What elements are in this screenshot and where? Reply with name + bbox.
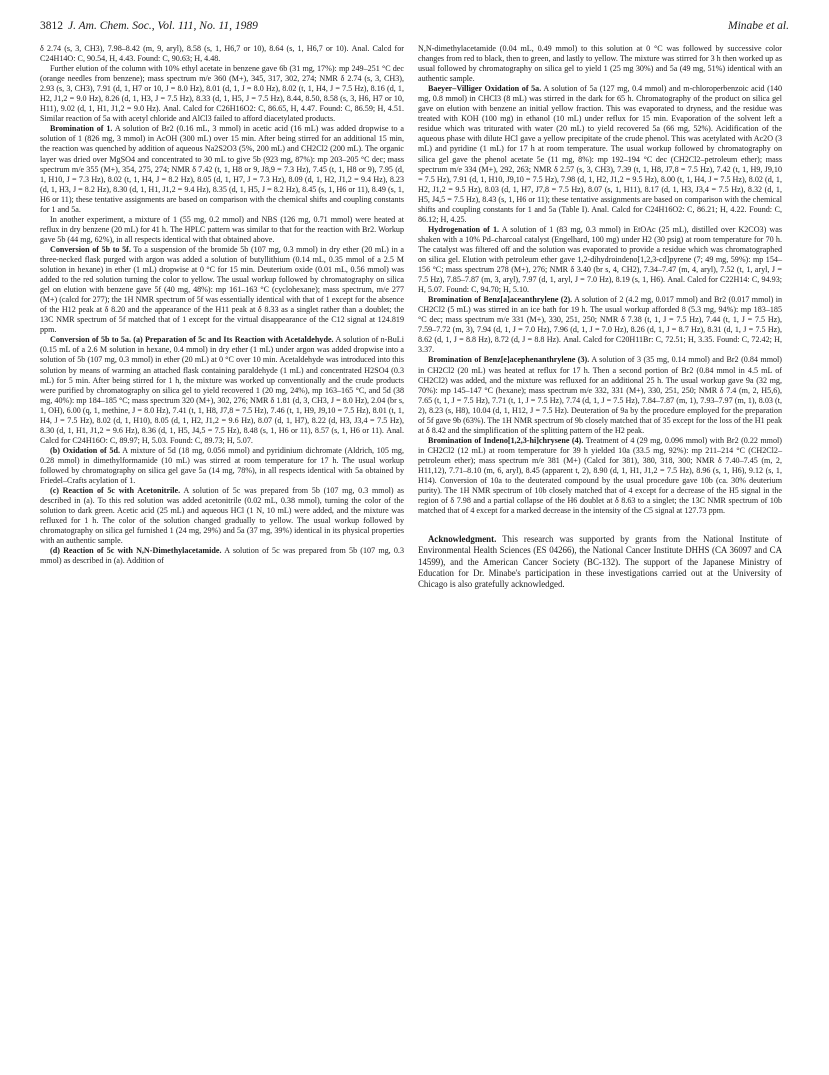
- body-paragraph: [40, 245, 404, 335]
- paragraph-text: A solution of 5c was prepared from 5b (107 mg, 0.3 mmol) as described in (a). To this red solution was added acetonitrile (0.02 mL, 0.38 mmol), turning the color of the solution to dark green. Acetic acid (25 mL) and aqueous HCl (1 N, 10 mL) were added, and the mixture was refluxed for 1 h. The color of the solution changed gradually to yellow. The usual workup followed by chromatography on silica gel furnished 1 (24 mg, 29%) and 5a (37 mg, 39%) identical in its physical properties with an authentic sample.: [40, 486, 404, 546]
- paragraph-run-in-heading: Conversion of 5b to 5a. (a) Preparation of 5c and Its Reaction with Acetaldehyde.: [50, 335, 334, 345]
- running-authors: Minabe et al.: [728, 20, 789, 32]
- paragraph-run-in-heading: (b) Oxidation of 5d.: [50, 445, 120, 455]
- paragraph-run-in-heading: Bromination of Indeno[1,2,3-hi]chrysene (4).: [428, 435, 584, 445]
- left-text-column: [40, 44, 404, 566]
- paragraph-run-in-heading: (c) Reaction of 5c with Acetonitrile.: [50, 486, 181, 496]
- paragraph-run-in-heading: Hydrogenation of 1.: [428, 224, 500, 234]
- paragraph-text: A solution of 5c was prepared from 5b (107 mg, 0.3 mmol) as described in (a). Addition of: [40, 546, 405, 566]
- paragraph-text: In another experiment, a mixture of 1 (55 mg, 0.2 mmol) and NBS (126 mg, 0.71 mmol) were heated at reflux in dry benzene (20 mL) for 41 h. The HPLC pattern was similar to that for the reaction with Br2. Workup gave 5b (44 mg, 62%), in all respects identical with that obtained above.: [40, 214, 404, 244]
- paragraph-run-in-heading: Baeyer–Villiger Oxidation of 5a.: [428, 84, 542, 94]
- paragraph-text: A solution of 1 (83 mg, 0.3 mmol) in EtOAc (25 mL), distilled over K2CO3) was shaken with a 10% Pd–charcoal catalyst (Engelhard, 100 mg) under H2 (30 psig) at room temperature for 70 h. The catalyst was filtered off and the solution was evaporated to provide a residue which was chromatographed on silica gel. Elution with petroleum ether gave 1,2-dihydroindeno[1,2,3-cd]pyrene (7; 49 mg, 59%): mp 154–156 °C; mass spectrum 278 (M+), 276; NMR δ 3.40 (br s, 4, CH2), 7.34–7.47 (m, 4, aryl), 7.52 (t, 1, aryl, J = 7.5 Hz), 7.85–7.87 (m, 3, aryl), 7.97 (d, 1, aryl, J = 7.0 Hz), 8.19 (s, 1, H6). Anal. Calcd for C22H14: C, 94.93; H, 5.07. Found: C, 94.70; H, 5.10.: [418, 224, 782, 295]
- paragraph-text: A solution of n-BuLi (0.15 mL of a 2.6 M solution in hexane, 0.4 mmol) in dry ether (1 mL) under argon was added dropwise into a solution of 5b (107 mg, 0.3 mmol) in ether (20 mL) at 0 °C over 10 min. Acetaldehyde was introduced into this solution by means of warming an attached flask containing paraldehyde (1 mL) and concentrated H2SO4 (0.3 mL) for 5 min. After being stirred for 1 h, the mixture was worked up conventionally and the crude products were purified by chromatography on silica gel to yield recovered 1 (20 mg, 24%), mp 163–165 °C, and 5d (38 mg, 40%): mp 184–185 °C; mass spectrum 320 (M+), 302, 276; NMR δ 1.81 (d, 3, CH3, J = 8.0 Hz), 2.04 (br s, 1, OH), 6.00 (q, 1, methine, J = 8.0 Hz), 7.41 (t, 1, H8, J7,8 = 7.5 Hz), 7.46 (t, 1, H9, J9,10 = 7.5 Hz), 8.01 (t, 1, H4, J = 7.5 Hz), 8.02 (d, 1, H10), 8.05 (d, 1, H2, J1,2 = 9.6 Hz), 8.07 (d, 1, H7), 8.22 (d, H3, J3,4 = 7.5 Hz), 8.30 (d, 1, H1, J1,2 = 9.6 Hz), 8.36 (d, 1, H5, J4,5 = 7.5 Hz), 8.48 (s, 1, H6 or 11), 8.57 (s, 1, H6 or 11). Anal. Calcd for C24H16O: C, 89.97; H, 5.03. Found: C, 89.73; H, 5.07.: [40, 335, 404, 445]
- paragraph-run-in-heading: Conversion of 5b to 5f.: [50, 244, 131, 254]
- body-paragraph: [40, 335, 404, 446]
- body-paragraph: [418, 436, 782, 516]
- body-paragraph: [418, 355, 782, 435]
- paragraph-text: N,N-dimethylacetamide (0.04 mL, 0.49 mmol) to this solution at 0 °C was followed by successive color changes from red to black, then to green, and lastly to yellow. The mixture was stirred for 3 h then worked up as usual followed by chromatography on silica gel to yield 1 (25 mg 30%) and 5a (49 mg, 51%) identical with an authentic sample.: [418, 44, 782, 84]
- paragraph-text: A solution of 5a (127 mg, 0.4 mmol) and m-chloroperbenzoic acid (140 mg, 0.8 mmol) in CHCl3 (8 mL) was stirred in the dark for 65 h. Chromatography of the product on silica gel gave on elution with benzene an initial yellow fraction. This was evaporated to dryness, and the residue was treated with KOH (100 mg) in ethanol (10 mL) under reflux for 15 min. Evaporation of the solvent left a residue which was triturated with water (20 mL) to yield recovered 5a (66 mg, 52%). Acidification of the aqueous phase with dilute HCl gave a yellow precipitate of the crude phenol. This was acetylated with Ac2O (3 mL) and pyridine (1 mL) for 17 h at room temperature. The usual workup followed by chromatography on silica gel gave the phenol acetate 5e (11 mg, 8%): mp 192–194 °C dec (CH2Cl2–petroleum ether); mass spectrum m/e 334 (M+), 292, 263; NMR δ 2.57 (s, 3, CH3), 7.39 (t, 1, H8, J7,8 = 7.5 Hz), 7.42 (t, 1, H9, J9,10 = 7.5 Hz), 7.91 (d, 1, H10, J9,10 = 7.5 Hz), 7.98 (d, 1, H2, J1,2 = 9.5 Hz), 8.00 (t, 1, H4, J = 7.5 Hz), 8.02 (d, 1, H2, J1,2 = 9.5 Hz), 8.03 (d, 1, H7, J7,8 = 7.5 Hz), 8.07 (s, 1, H11), 8.17 (d, 1, H3, J3,4 = 7.5 Hz), 8.32 (d, 1, H5, J4,5 = 7.5 Hz), 8.43 (s, 1, H6 or 11); these tentative assignments are based on comparison with the chemical shifts and coupling constants for 1 and 5a (Table I). Anal. Calcd for C24H16O2: C, 86.21; H, 4.22. Found: C, 86.12; H, 4.25.: [418, 84, 782, 224]
- body-paragraph: [40, 215, 404, 245]
- body-paragraph: [418, 295, 782, 355]
- paragraph-run-in-heading: (d) Reaction of 5c with N,N-Dimethylacetamide.: [50, 546, 222, 556]
- paragraph-text: Treatment of 4 (29 mg, 0.096 mmol) with Br2 (0.22 mmol) in CH2Cl2 (12 mL) at room temperature for 39 h yielded 10a (33.5 mg, 92%): mp 211–214 °C (CH2Cl2–petroleum ether); mass spectrum m/e 381 (M+) (Calcd for 381), 380, 318, 300; NMR δ 7.40–7.45 (m, 2, H11,12), 7.71–8.10 (m, 6, aryl), 8.45 (apparent t, 2), 8.90 (d, 1, H1, J1,2 = 7.5 Hz), 8.96 (s, 1, H6), 9.12 (s, 1, H14). Conversion of 10a to the deuterated compound by the usual procedure gave 10b (ca. 30% deuterium purity). The 1H NMR spectrum of 10b closely matched that of 4 except for a decrease of the H5 signal in the region of δ 7.98 and a partial collapse of the H6 doublet at δ 8.63 to a singlet; the 13C NMR spectrum of 10b matched that of 4 except for a marked decrease in the intensity of the C5 signal at 127.73 ppm.: [418, 435, 782, 516]
- acknowledgment-paragraph: [418, 534, 782, 590]
- page-number: 3812: [40, 20, 63, 32]
- paragraph-text: A solution of Br2 (0.16 mL, 3 mmol) in acetic acid (16 mL) was added dropwise to a solution of 1 (826 mg, 3 mmol) in AcOH (300 mL) over 15 min. After being stirred for an additional 15 min, the reaction was quenched by addition of aqueous Na2S2O3 (5%, 200 mL) and CH2Cl2 (200 mL). The organic layer was dried over MgSO4 and concentrated to 30 mL to give 5b (923 mg, 87%): mp 203–205 °C dec; mass spectrum m/e 355 (M+), 354, 275, 274; NMR δ 7.42 (t, 1, H8 or 9, J8,9 = 7.3 Hz), 7.45 (t, 1, H8 or 9), 7.95 (d, 1, H10, J = 7.3 Hz), 8.02 (t, 1, H4, J = 8.2 Hz), 8.05 (d, 1, H7, J = 7.3 Hz), 8.09 (d, 1, H2, J1,2 = 9.4 Hz), 8.23 (d, 1, H3, J = 8.2 Hz), 8.30 (d, 1, H1, J1,2 = 9.4 Hz), 8.35 (d, 1, H5, J = 8.2 Hz), 8.45 (s, 1, H6 or 11), 8.49 (s, 1, H6 or 11); these tentative assignments are based on comparison with the chemical shifts and coupling constants for 1 and 5a.: [40, 124, 404, 214]
- paragraph-run-in-heading: Acknowledgment.: [428, 534, 497, 545]
- body-paragraph: [418, 225, 782, 295]
- body-paragraph: [40, 44, 404, 64]
- body-paragraph: [40, 546, 404, 566]
- body-paragraph: [40, 486, 404, 546]
- paragraph-text: δ 2.74 (s, 3, CH3), 7.98–8.42 (m, 9, aryl), 8.58 (s, 1, H6,7 or 10), 8.64 (s, 1, H6,7 or 10). Anal. Calcd for C24H14O: C, 90.54, H, 4.43. Found: C, 90.63; H, 4.48.: [40, 44, 404, 64]
- paragraph-run-in-heading: Bromination of Benz[a]aceanthrylene (2).: [428, 295, 573, 305]
- page-header: [40, 20, 789, 38]
- body-paragraph: [40, 64, 404, 124]
- body-paragraph: [40, 124, 404, 214]
- body-paragraph: [40, 446, 404, 486]
- paragraph-run-in-heading: Bromination of Benz[e]acephenanthrylene (3).: [428, 355, 590, 365]
- body-paragraph: [418, 44, 782, 84]
- body-paragraph: [418, 84, 782, 225]
- right-text-column: [418, 44, 782, 590]
- paragraph-text: A solution of 3 (35 mg, 0.14 mmol) and Br2 (0.84 mmol) in CH2Cl2 (20 mL) was heated at reflux for 17 h. Then a second portion of Br2 (0.84 mmol in 4.5 mL of CH2Cl2) was added, and the mixture was refluxed for an additional 25 h. The usual workup gave 9a (32 mg, 70%): mp 145–147 °C (hexane); mass spectrum m/e 332, 331 (M+), 330, 251, 250; NMR δ 7.4 (m, 2, H5,6), 7.65 (t, 1, J = 7.5 Hz), 7.71 (t, 1, J = 7.5 Hz), 7.74 (d, 1, J = 7.5 Hz), 7.84–7.87 (m, 1), 7.93–7.97 (m, 1), 8.03 (t, 2), 8.23 (s, H8), 10.04 (d, 1, H12, J = 7.5 Hz). Deuteration of 9a by the procedure employed for the preparation of 5f gave 9b (63%). The 1H NMR spectrum of 9b closely matched that of 35 except for the loss of the H1 peak at δ 8.42 and the simplification of the splitting pattern of the H2 peak.: [418, 355, 782, 435]
- paragraph-text: To a suspension of the bromide 5b (107 mg, 0.3 mmol) in dry ether (20 mL) in a three-necked flask purged with argon was added a solution of butyllithium (0.14 mL, 0.35 mmol of a 2.5 M solution in hexane) in ether (1 mL) dropwise at 0 °C for 15 min. Deuterium oxide (0.01 mL, 0.56 mmol) was added to the red solution turning the color to yellow. The usual workup followed by chromatography on silica gel on elution with benzene gave 5f (40 mg, 48%): mp 161–163 °C (cyclohexane); mass spectrum, m/e 277 (M+) (calcd for 277); the 1H NMR spectrum of 5f was essentially identical with that of 1 except for the absence of the H12 peak at δ 8.20 and the appearance of the H11 peak at δ 8.33 as a singlet rather than a doublet; the 13C NMR spectrum of 5f matched that of 1 except for the virtual disappearance of the C12 signal at 124.819 ppm.: [40, 244, 404, 335]
- journal-citation: J. Am. Chem. Soc., Vol. 111, No. 11, 1989: [68, 20, 258, 32]
- paragraph-text: A solution of 2 (4.2 mg, 0.017 mmol) and Br2 (0.017 mmol) in CH2Cl2 (5 mL) was stirred in an ice bath for 19 h. The usual workup afforded 8 (5.3 mg, 94%): mp 183–185 °C dec; mass spectrum m/e 331 (M+), 330, 251, 250; NMR δ 7.38 (t, 1, J = 7.5 Hz), 7.44 (t, 1, J = 7.5 Hz), 7.59–7.72 (m, 3), 7.94 (d, 1, J = 7.0 Hz), 7.96 (d, 1, J = 7.0 Hz), 8.26 (d, 1, J = 8.7 Hz), 8.31 (d, 1, J = 7.5 Hz), 8.62 (d, 1, J = 8.8 Hz), 8.72 (d, J = 8.8 Hz). Anal. Calcd for C20H11Br: C, 72.51; H, 3.35. Found: C, 72.42; H, 3.37.: [418, 295, 782, 355]
- paragraph-text: A mixture of 5d (18 mg, 0.056 mmol) and pyridinium dichromate (Aldrich, 105 mg, 0.28 mmol) in dimethylformamide (10 mL) was stirred at room temperature for 17 h. The usual workup followed by chromatography on silica gel gave 5a (14 mg, 78%), in all respects identical with 5a obtained by Friedel–Crafts acylation of 1.: [40, 445, 404, 486]
- paragraph-run-in-heading: Bromination of 1.: [50, 124, 113, 134]
- paragraph-text: This research was supported by grants from the National Institute of Environmental Health Sciences (ES 04266), the National Cancer Institute DHHS (CA 36097 and CA 14599), and the American Cancer Society (BC-132). The support of the Japanese Ministry of Education for Dr. Minabe's participation in these investigations carried out at the University of Chicago is also gratefully acknowledged.: [418, 534, 782, 590]
- paragraph-text: Further elution of the column with 10% ethyl acetate in benzene gave 6b (31 mg, 17%): mp 249–251 °C dec (orange needles from benzene); mass spectrum m/e 360 (M+), 345, 317, 302, 274; NMR δ 2.74 (s, 3, CH3), 2.93 (s, 3, CH3), 7.91 (d, 1, H7 or 10, J = 8.0 Hz), 8.01 (d, 1, J = 8.0 Hz), 8.02 (t, 1, H4, J = 7.5 Hz), 8.16 (d, 1, H2, J1,2 = 9.0 Hz), 8.26 (d, 1, H3, J = 7.5 Hz), 8.33 (d, 1, H5, J = 7.5 Hz), 8.44, 8.50, 8.58 (s, 3, H6, H7 or 10, H11), 9.02 (d, 1, H1, J1,2 = 9.0 Hz). Anal. Calcd for C26H16O2: C, 86.65, H, 4.47. Found: C, 86.59; H, 4.51. Similar reaction of 5a with acetyl chloride and AlCl3 failed to afford diacetylated products.: [40, 64, 404, 124]
